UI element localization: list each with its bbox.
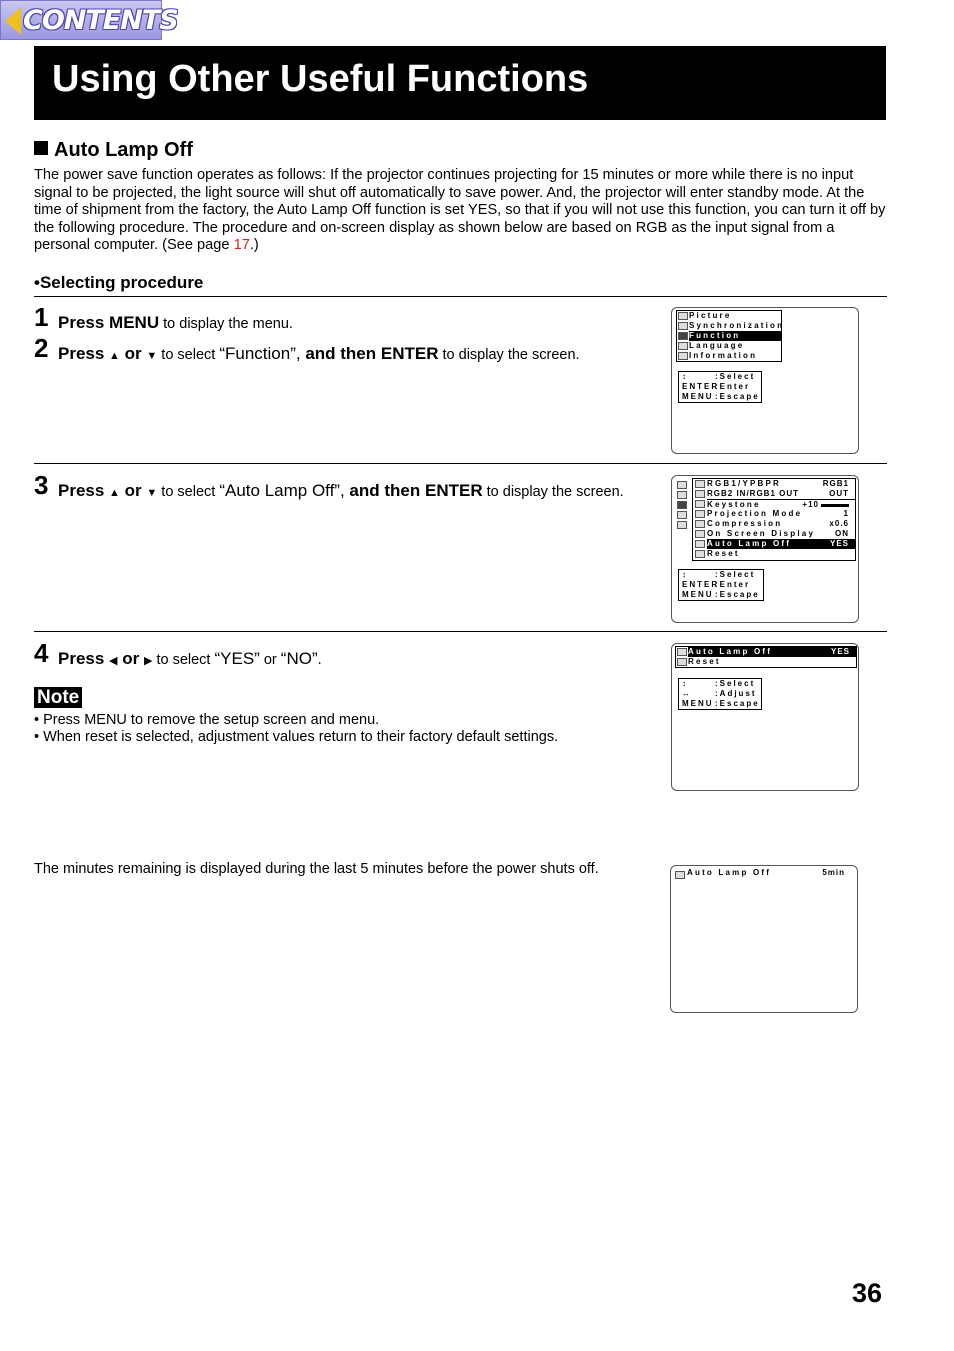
step-or: or (119, 344, 147, 363)
step-action: Press (58, 344, 110, 363)
item-label: RGB2 IN/RGB1 OUT (707, 489, 800, 498)
keystone-bar (821, 504, 849, 507)
item-label: Auto Lamp Off (687, 868, 772, 877)
key-action: :Select (715, 570, 756, 579)
menu-item[interactable]: Synchronization (689, 321, 785, 330)
step-text-2: or (259, 652, 281, 668)
key-name: MENU (682, 590, 714, 599)
item-value: OUT (829, 489, 849, 498)
reset-icon (677, 658, 687, 666)
menu-item-selected[interactable]: Function (689, 331, 781, 341)
menu-item[interactable]: Language (689, 341, 745, 350)
key-guide (678, 569, 764, 601)
step-text: to select (157, 347, 220, 363)
page-title: Using Other Useful Functions (52, 58, 589, 100)
down-triangle-icon: ▼ (146, 350, 158, 362)
reset-icon (695, 550, 705, 558)
remaining-paragraph: The minutes remaining is displayed during the last 5 minutes before the power shuts off. (34, 861, 599, 877)
item-label: On Screen Display (707, 529, 816, 538)
note-label: Note (34, 687, 82, 708)
menu-item[interactable] (707, 549, 855, 559)
key-action: :Enter (715, 382, 751, 391)
step-target: “Auto Lamp Off”, (219, 481, 345, 500)
item-label: Auto Lamp Off (707, 539, 792, 548)
item-label: Keystone (707, 500, 761, 509)
page-number: 36 (852, 1278, 883, 1308)
key-name: ↕ (682, 679, 688, 688)
note-item: • When reset is selected, adjustment values return to their factory default settings. (34, 729, 559, 745)
menu-item[interactable] (707, 519, 855, 529)
function-icon (677, 501, 687, 509)
key-name: MENU (682, 699, 714, 708)
menu-item[interactable] (707, 509, 855, 519)
remaining-row (687, 868, 851, 878)
up-triangle-icon: ▲ (109, 487, 120, 499)
information-icon (678, 352, 688, 360)
menu-item[interactable]: Information (689, 351, 758, 360)
item-label: Auto Lamp Off (688, 647, 773, 656)
picture-icon (678, 312, 688, 320)
step-text: to select (157, 484, 220, 500)
section-heading (34, 139, 193, 162)
sync-icon (677, 491, 687, 499)
step-4 (34, 638, 624, 671)
auto-lamp-list (675, 646, 857, 668)
step-or: or (117, 649, 144, 668)
step-1 (34, 302, 614, 334)
projection-icon (695, 510, 705, 518)
step-action: Press (58, 481, 110, 500)
menu-item[interactable] (707, 479, 855, 489)
osd-icon (695, 530, 705, 538)
item-value: RGB1 (822, 479, 849, 488)
key-name: ↕ (682, 570, 688, 579)
item-value: x0.6 (829, 519, 849, 528)
item-value: YES (829, 539, 849, 548)
item-label: Reset (707, 549, 740, 558)
key-action: :Select (715, 679, 756, 688)
key-action: :Escape (715, 699, 760, 708)
page-link[interactable]: 17 (233, 237, 250, 254)
step-or: or (119, 481, 147, 500)
note-item: • Press MENU to remove the setup screen and menu. (34, 712, 380, 728)
step-2 (34, 333, 614, 366)
picture-icon (677, 481, 687, 489)
compression-icon (695, 520, 705, 528)
item-value: 5min (822, 868, 845, 877)
step-action: Press MENU (58, 313, 160, 332)
key-action: :Adjust (715, 689, 757, 698)
step-text-2: to display the screen. (482, 484, 624, 500)
step-text-3: . (317, 652, 322, 668)
option-yes: “YES” (214, 649, 260, 668)
step-number: 3 (34, 470, 49, 500)
section-heading-text: Auto Lamp Off (54, 139, 193, 161)
divider (34, 296, 887, 297)
key-action: :Enter (715, 580, 751, 589)
function-icon (678, 332, 688, 340)
contents-button[interactable] (0, 0, 178, 40)
menu-item-selected[interactable] (707, 539, 855, 549)
osd-auto-lamp-menu (671, 643, 859, 791)
language-icon (677, 511, 687, 519)
key-action: :Escape (715, 590, 760, 599)
left-triangle-icon: ◀ (109, 655, 118, 667)
back-arrow-icon (5, 7, 21, 35)
step-number: 1 (34, 302, 49, 332)
key-name: ENTER (682, 382, 720, 391)
step-action-2: and then ENTER (300, 344, 439, 363)
item-value: 1 (843, 509, 849, 518)
key-name: ↕ (682, 372, 688, 381)
step-text: to display the menu. (159, 316, 293, 332)
menu-item[interactable] (688, 657, 856, 667)
function-menu-list (692, 478, 856, 561)
item-value: YES (830, 647, 850, 656)
step-text-2: to display the screen. (438, 347, 580, 363)
item-label: Projection Mode (707, 509, 803, 518)
down-triangle-icon: ▼ (146, 487, 158, 499)
key-name: MENU (682, 392, 714, 401)
divider (34, 631, 887, 632)
procedure-heading: •Selecting procedure (34, 273, 204, 292)
step-action: Press (58, 649, 110, 668)
key-name: ENTER (682, 580, 720, 589)
main-menu-list (676, 310, 785, 362)
right-triangle-icon: ▶ (143, 655, 153, 667)
key-name: ↔ (682, 689, 692, 698)
osd-remaining (670, 865, 858, 1013)
key-guide (678, 371, 762, 403)
item-value: +10 (802, 500, 819, 509)
item-label: Reset (688, 657, 721, 666)
title-bar (34, 46, 886, 120)
step-action-2: and then ENTER (344, 481, 483, 500)
keystone-icon (695, 500, 705, 508)
language-icon (678, 342, 688, 350)
key-action: :Escape (715, 392, 760, 401)
information-icon (677, 521, 687, 529)
osd-function-menu (671, 475, 859, 623)
intro-paragraph (34, 167, 888, 255)
step-text: to select (152, 652, 215, 668)
menu-item[interactable]: Picture (689, 311, 732, 320)
intro-text: The power save function operates as follows: If the projector continues projecting for 15 minutes or more while there is no input signal to be projected, the light source will shut off automatically to save power. And, the projector will enter standby mode. At the time of shipment from the factory, the Auto Lamp Off function is set YES, so that if you will not use this function, you can turn it off by the following procedure. The procedure and on-screen display as shown below are based on RGB as the input signal from a personal computer. (See page (34, 167, 886, 254)
intro-text-end: .) (249, 237, 259, 254)
key-action: :Select (715, 372, 756, 381)
item-value: ON (835, 529, 849, 538)
divider (34, 463, 887, 464)
input-icon (695, 480, 705, 488)
menu-item-selected[interactable] (688, 647, 856, 657)
lamp-icon (695, 540, 705, 548)
sync-icon (678, 322, 688, 330)
key-guide (678, 678, 762, 710)
step-number: 4 (34, 638, 49, 668)
menu-item[interactable] (707, 529, 855, 539)
step-3 (34, 470, 624, 503)
lamp-icon (675, 871, 685, 879)
input-icon (695, 490, 705, 498)
option-no: “NO” (280, 649, 318, 668)
osd-main-menu (671, 307, 859, 454)
item-label: RGB1/YPBPR (707, 479, 782, 488)
item-label: Compression (707, 519, 783, 528)
menu-item[interactable] (707, 489, 855, 499)
step-number: 2 (34, 333, 49, 363)
lamp-icon (677, 648, 687, 656)
step-target: “Function”, (219, 344, 301, 363)
up-triangle-icon: ▲ (109, 350, 120, 362)
contents-label: CONTENTS (23, 5, 178, 36)
square-bullet-icon (34, 141, 48, 155)
